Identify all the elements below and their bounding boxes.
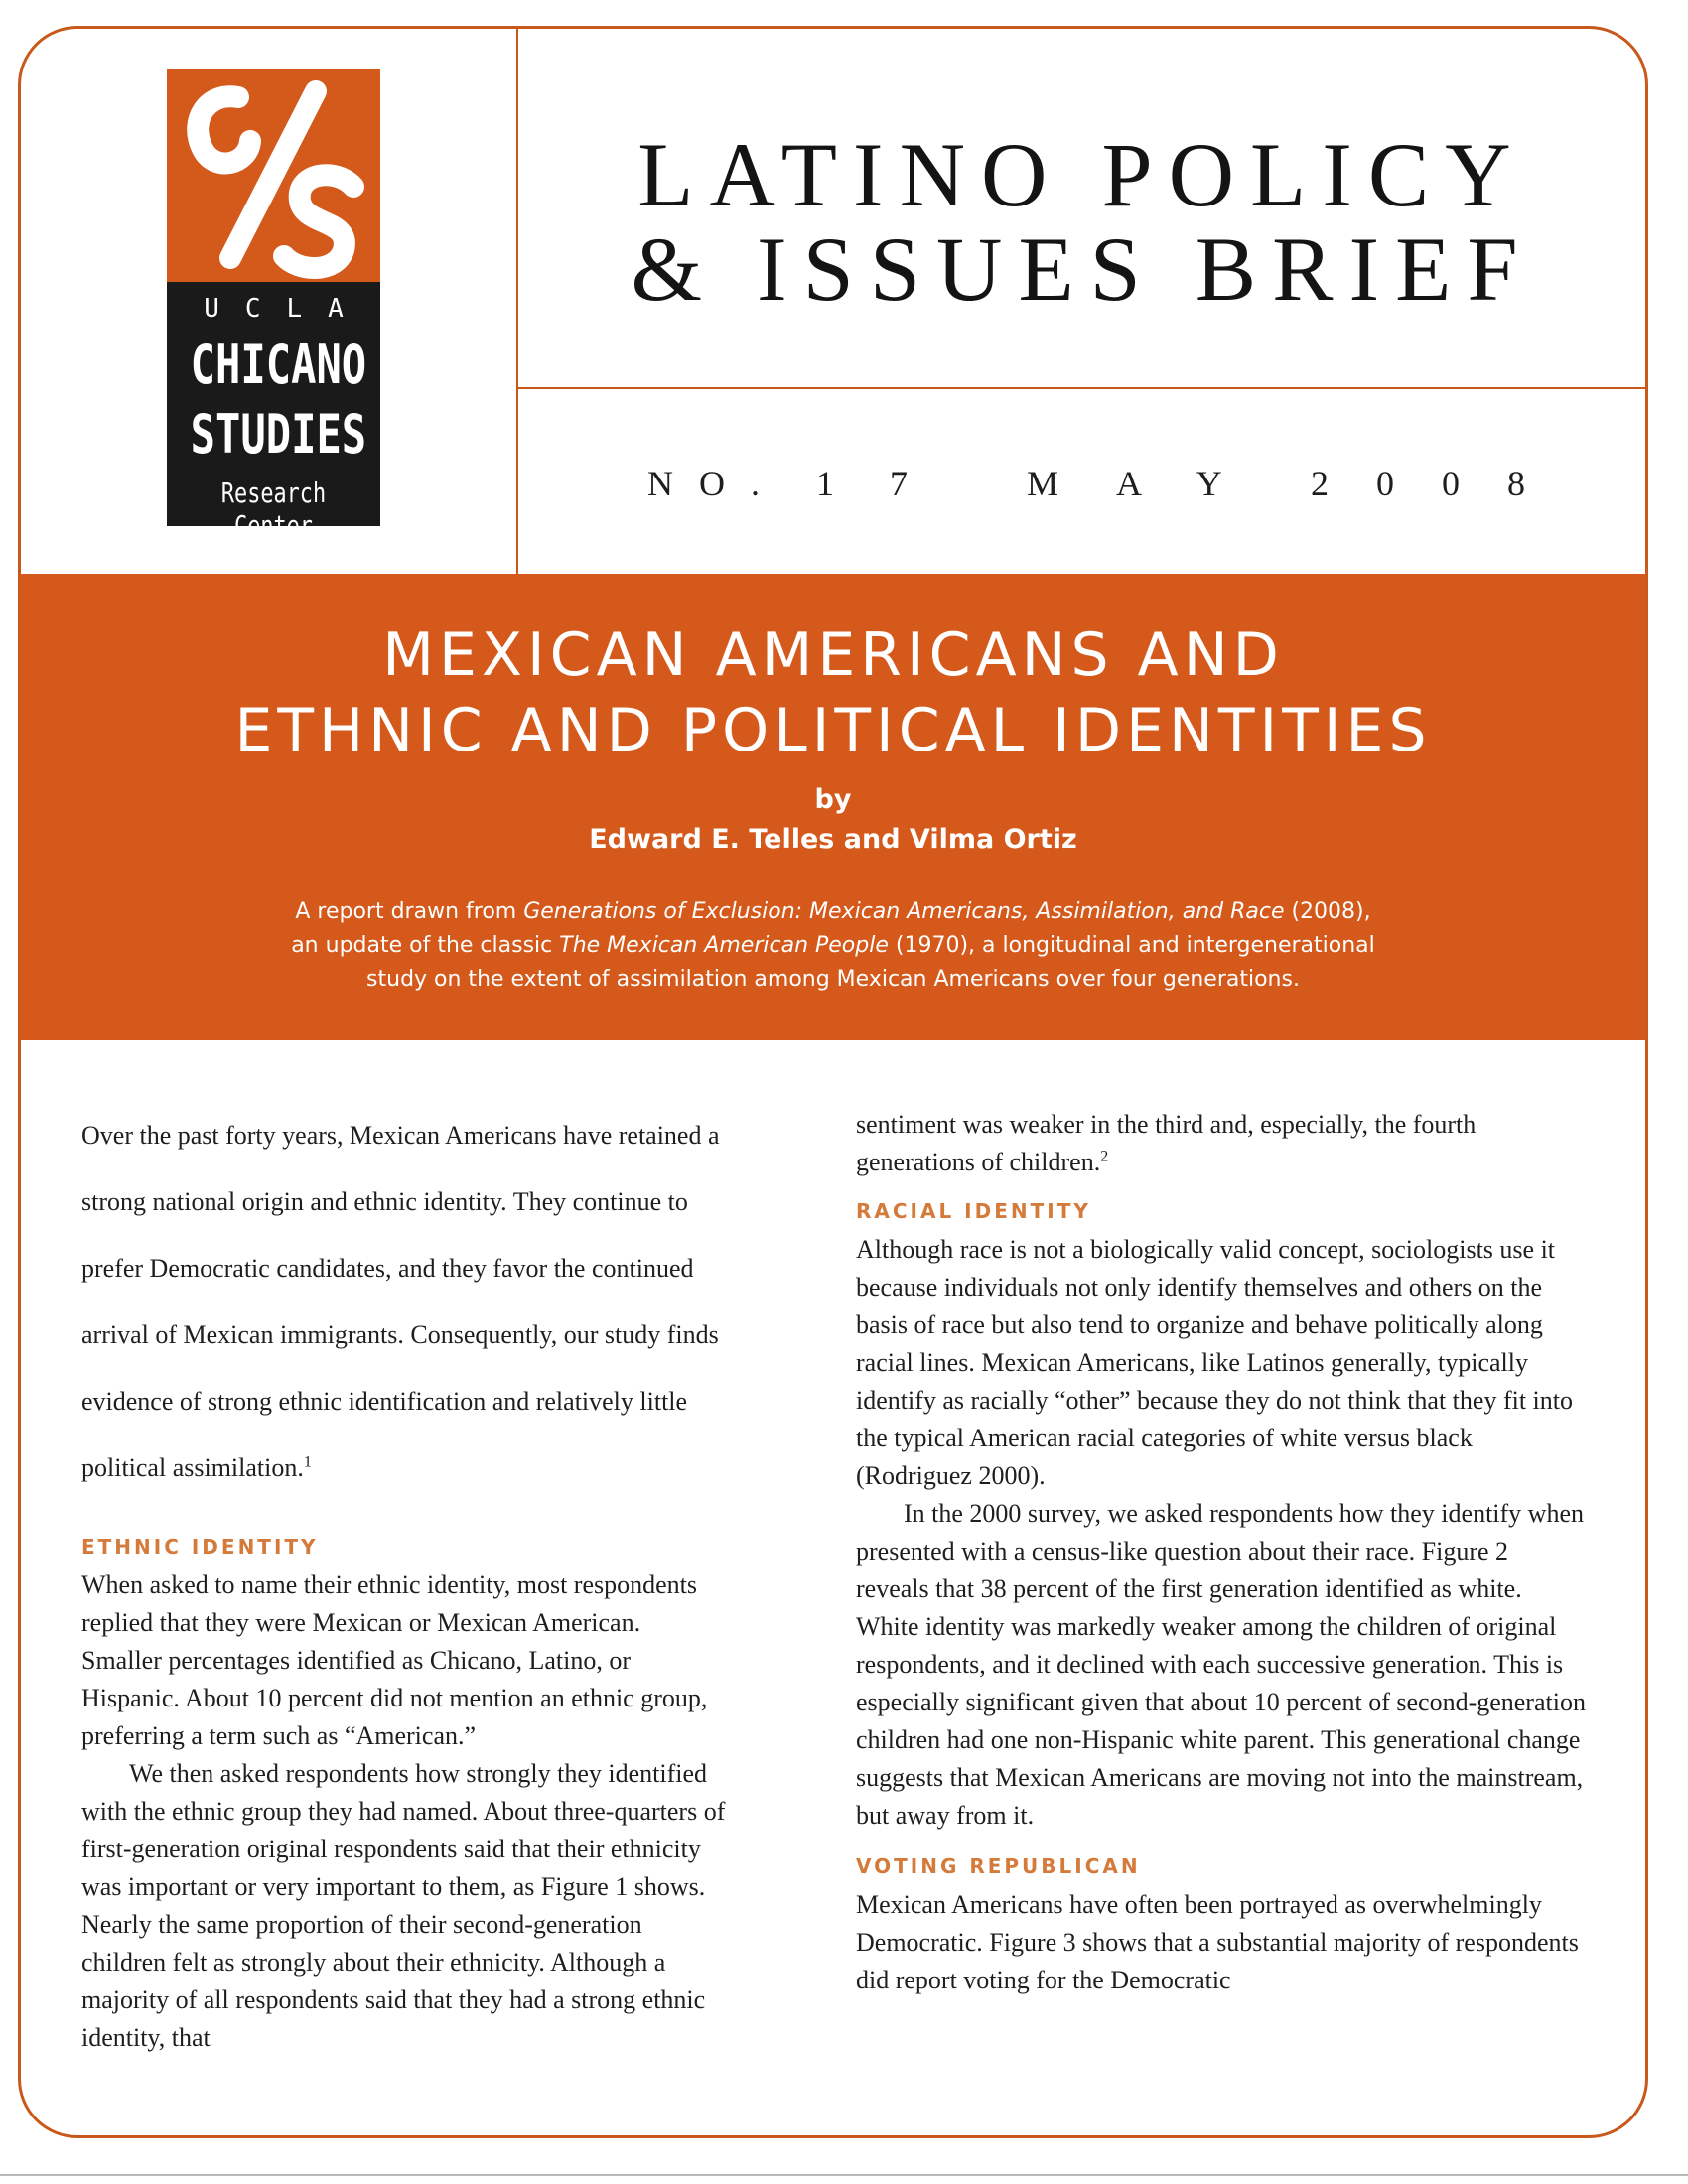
- logo-wordmark: [167, 282, 380, 542]
- issue-month: MAY: [1027, 464, 1280, 503]
- ethnic-identity-heading: ETHNIC IDENTITY: [81, 1535, 319, 1559]
- report-title-line2: ETHNIC AND POLITICAL IDENTITIES: [234, 696, 1432, 765]
- racial-identity-heading: RACIAL IDENTITY: [856, 1199, 1091, 1223]
- voting-republican-paragraph-1: Mexican Americans have often been portrayed as overwhelmingly Democratic. Figure 3 shows that a substantial majority of respondents did report voting for the Democratic: [856, 1890, 1579, 1994]
- report-title-line1: MEXICAN AMERICANS AND: [382, 620, 1284, 690]
- title-band: [20, 574, 1646, 1040]
- brief-title-line2: & ISSUES BRIEF: [631, 218, 1534, 320]
- ethnic-identity-section: [81, 1537, 727, 2057]
- lead-paragraph: Over the past forty years, Mexican Americans have retained a strong national origin and ethnic identity. They continue to prefer Democratic candidates, and they favor the continued arrival of Mexican immigrants. Consequently, our study finds evidence of strong ethnic identification and relatively little political assimilation.$^1$: [81, 1121, 720, 1482]
- book-title-generations: Generations of Exclusion: Mexican Americans, Assimilation, and Race: [523, 899, 1285, 924]
- footnote-ref-1: 1: [303, 1453, 312, 1471]
- ethnic-identity-paragraph-1: When asked to name their ethnic identity, most respondents replied that they were Mexican or Mexican American. Smaller percentages identified as Chicano, Latino, or Hispanic. About 10 percent did not mention an ethnic group, preferring a term such as “American.”: [81, 1570, 708, 1750]
- racial-identity-paragraph-1: Although race is not a biologically valid concept, sociologists use it because individuals not only identify themselves and others on the basis of race but also tend to organize and behave politically along racial lines. Mexican Americans, like Latinos generally, typically identify as racially “other” because they do not think that they fit into the typical American racial categories of white versus black (Rodriguez 2000).: [856, 1235, 1573, 1490]
- bottom-rule: [0, 2174, 1688, 2176]
- issue-no-label: NO.: [647, 464, 785, 503]
- racial-identity-paragraph-2: In the 2000 survey, we asked respondents how they identify when presented with a census-like question about their race. Figure 2 reveals that 38 percent of the first generation identified as white. White identity was markedly weaker among the children of original respondents, and it declined with each successive generation. This is especially significant given that about 10 percent of second-generation children had one non-Hispanic white parent. This generational change suggests that Mexican Americans are moving not into the mainstream, but away from it.: [856, 1499, 1586, 1830]
- lead-paragraph-block: [81, 1102, 727, 1501]
- byline-authors: Edward E. Telles and Vilma Ortiz: [589, 824, 1077, 855]
- header-divider-vertical: [516, 28, 518, 574]
- byline-by: by: [814, 784, 852, 815]
- report-description-line3: study on the extent of assimilation among Mexican Americans over four generations.: [366, 967, 1300, 992]
- logo-research-center: Research Center: [220, 477, 327, 542]
- report-description-line2: an update of the classic The Mexican American People (1970), a longitudinal and intergenerational: [291, 933, 1375, 958]
- logo-chicano: CHICANO: [190, 334, 367, 396]
- issue-year: 2008: [1311, 464, 1573, 503]
- header-divider-horizontal: [518, 387, 1646, 389]
- logo-studies: STUDIES: [190, 403, 367, 466]
- continuation-paragraph: sentiment was weaker in the third and, especially, the fourth generations of children.$^2$: [856, 1110, 1477, 1176]
- issue-number: 17: [816, 464, 963, 503]
- footnote-ref-2: 2: [1100, 1148, 1109, 1165]
- report-description-line1: A report drawn from Generations of Exclusion: Mexican Americans, Assimilation, and Race (2008),: [295, 899, 1371, 924]
- cs-slash-icon: [167, 69, 380, 282]
- logo-ucla: UCLA: [204, 294, 369, 324]
- csrc-logo: [167, 69, 380, 542]
- ethnic-identity-paragraph-2: We then asked respondents how strongly they identified with the ethnic group they had named. About three-quarters of first-generation original respondents said that their ethnicity was important or very important to them, as Figure 1 shows. Nearly the same proportion of their second-generation children felt as strongly about their ethnicity. Although a majority of all respondents said that they had a strong ethnic identity, that: [81, 1759, 726, 2052]
- brief-title-line1: LATINO POLICY: [637, 124, 1527, 225]
- right-column: [856, 1106, 1587, 1999]
- voting-republican-heading: VOTING REPUBLICAN: [856, 1854, 1141, 1878]
- logo-mark-panel: [167, 69, 380, 282]
- book-title-mexican-american-people: The Mexican American People: [559, 933, 889, 958]
